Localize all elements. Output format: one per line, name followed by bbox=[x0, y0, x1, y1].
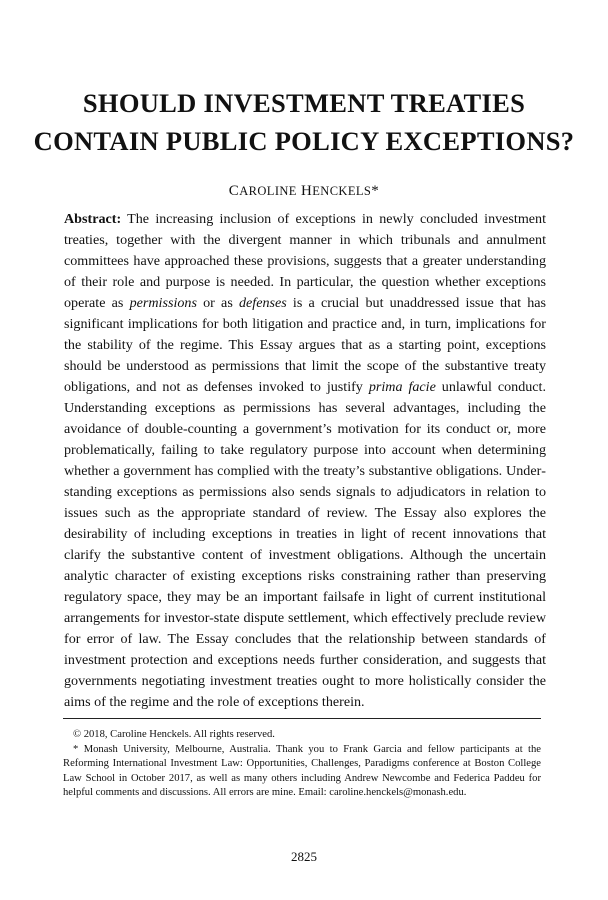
abstract-label: Abstract: bbox=[64, 211, 122, 227]
copyright-notice: © 2018, Caroline Henckels. All rights reserved. bbox=[73, 729, 275, 740]
abstract-emphasis-prima-facie: prima facie bbox=[368, 379, 436, 395]
author-first-initial: C bbox=[228, 183, 240, 199]
title-line-1: SHOULD INVESTMENT TREATIES bbox=[82, 88, 526, 118]
abstract-text-1: The increasing inclusion of exceptions in newly concluded investment treaties, together with the divergent manner in which tribunals and annulment committees have approached these provisions, suggests that a greater understanding of their role and purpose is needed. In particular, the question whether exceptions operate as bbox=[64, 211, 546, 311]
abstract-emphasis-permissions: permissions bbox=[129, 295, 197, 311]
abstract-text-2: or as bbox=[196, 295, 239, 311]
abstract bbox=[64, 209, 546, 713]
abstract-emphasis-defenses: defenses bbox=[239, 295, 287, 311]
footnotes bbox=[63, 728, 541, 801]
page-number: 2825 bbox=[291, 849, 317, 864]
author-name bbox=[0, 183, 608, 200]
author-last-initial: H bbox=[301, 183, 313, 199]
abstract-text-3: is a crucial but unaddressed issue that has significant implications for both litigation and practice and, in turn, implications for the stability of the regime. This Essay argues that as a starting point, exceptions should be understood as permissions that limit the scope of the substantive treaty obligations, and not as defenses invoked to justify bbox=[64, 295, 547, 395]
author-footnote-mark: * bbox=[371, 183, 380, 199]
author-last-rest: ENCKELS bbox=[312, 184, 372, 198]
article-title bbox=[0, 84, 608, 160]
footnote-divider bbox=[63, 718, 541, 719]
title-line-2: CONTAIN PUBLIC POLICY EXCEPTIONS? bbox=[33, 126, 575, 156]
author-first-rest: AROLINE bbox=[239, 184, 297, 198]
abstract-text-4: unlawful conduct. Understanding exceptions as permissions has several advantages, including the avoidance of double-counting a government’s motivation for its conduct or, more problematically, failing to take regulatory purpose into account when determining whether a government has complied with the treaty’s substantive obligations. Understanding exceptions as permissions also sends signals to adjudicators in relation to issues such as the appropriate standard of review. The Essay also explores the desirability of including exceptions in treaties in light of recent innovations that clarify the substantive content of investment obligations. Although the uncertain analytic character of existing exceptions risks constraining rather than preserving regulatory space, they may be an important failsafe in light of current institutional arrangements for investor-state dispute settlement, which effectively preclude review for error of law. The Essay concludes that the relationship between standards of investment protection and exceptions needs further consideration, and suggests that governments negotiating investment treaties ought to more holistically consider the aims of the regime and the role of exceptions therein. bbox=[64, 379, 546, 710]
author-affiliation-footnote: * Monash University, Melbourne, Australia. Thank you to Frank Garcia and fellow participants at the Reforming International Investment Law: Opportunities, Challenges, Paradigms conference at Boston College Law School in October 2017, as well as many others including Andrew Newcombe and Federica Paddeu for helpful comments and discussions. All errors are mine. Email: caroline.henckels@monash.edu. bbox=[63, 743, 541, 798]
